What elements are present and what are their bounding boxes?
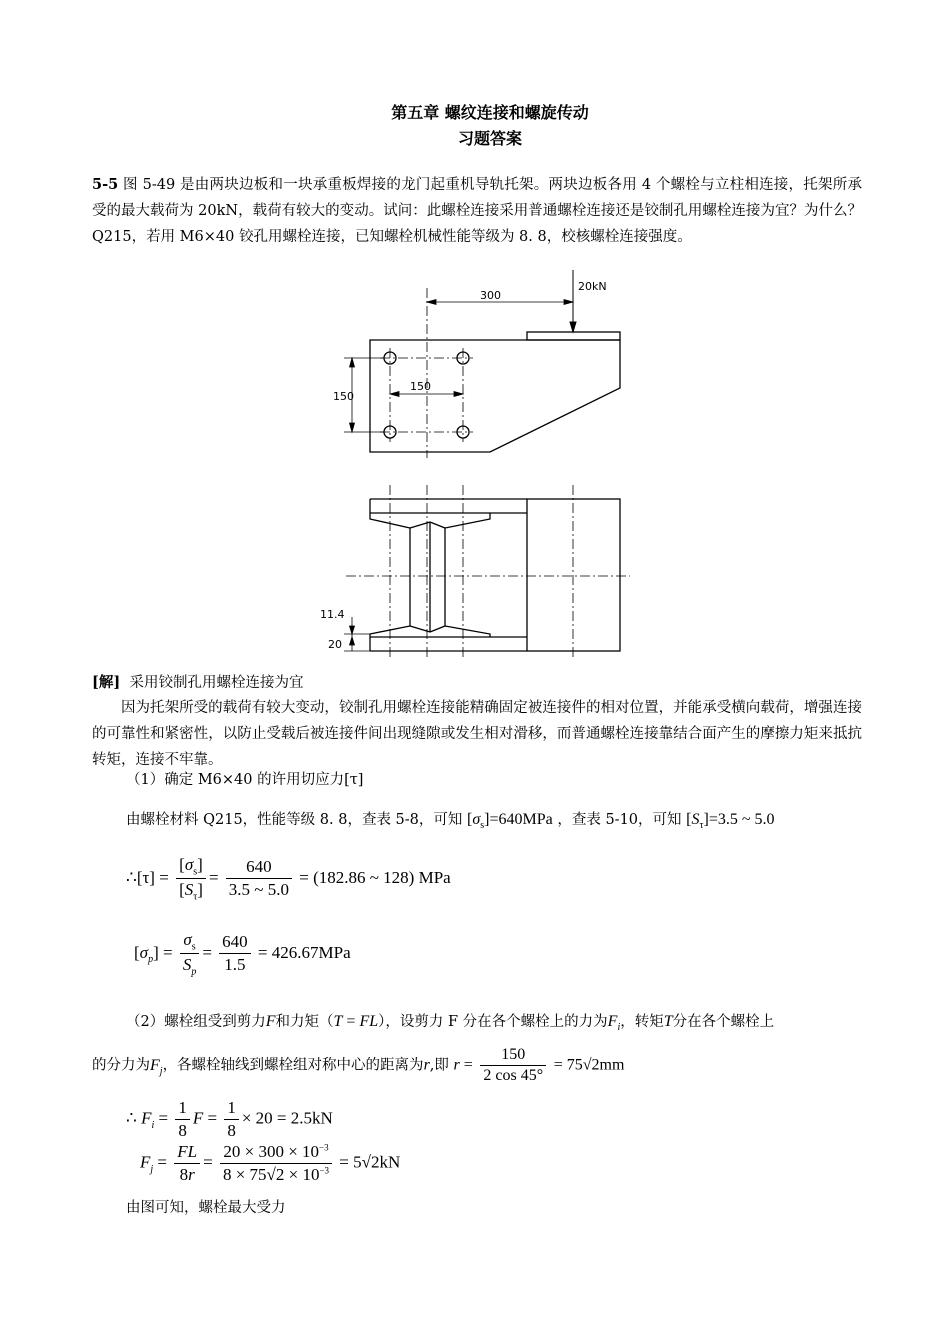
- bracket-figure: [0, 270, 950, 670]
- step1-title: （1）确定 M6×40 的许用切应力[τ]: [126, 772, 364, 788]
- dim-300: 300: [480, 289, 501, 302]
- step1-text: 由螺栓材料 Q215，性能等级 8. 8，查表 5-8，可知 $[\sigma_s]=640MPa$ ，查表 5-10，可知 $[S_\tau]=3.5$ ~ 5.0: [126, 811, 775, 832]
- step2-line1: （2）螺栓组受到剪力F和力矩（T = FL），设剪力 F 分在各个螺栓上的力为$F_i$，转矩T分在各个螺栓上: [126, 1013, 775, 1034]
- eq-sigma-p: $[\sigma_p]$ = $\frac{\sigma_s}{S_p}$ = $\frac{640}{1.5}$ = 426.67MPa: [134, 930, 351, 978]
- dim-20: 20: [328, 638, 342, 651]
- eq-tau: ∴[τ] = $\frac{[\sigma_s]}{[S_\tau]}$ = $\frac{640}{3.5 \sim 5.0}$ = (182.86 ~ 128) MPa: [126, 855, 451, 903]
- load-label: 20kN: [578, 280, 607, 293]
- solution-label: [解]: [92, 674, 121, 691]
- subtitle: 习题答案: [457, 129, 522, 148]
- dim-11-4: 11.4: [320, 608, 345, 621]
- eq-Fj: $F_j$ = $\frac{FL}{8r}$ = $\frac{20 \times 300 \times 10^{-3}}{8 \times 75√2 \times 10^{-3}}$ = 5√2kN: [140, 1142, 401, 1184]
- last-line: 由图可知，螺栓最大受力: [126, 1200, 286, 1216]
- problem-statement: [92, 172, 862, 250]
- bracket-outline: [370, 340, 620, 452]
- solution-reason: 因为托架所受的载荷有较大变动，铰制孔用螺栓连接能精确固定被连接件的相对位置，并能承受横向载荷，增强连接的可靠性和紧密性，以防止受载后被连接件间出现缝隙或发生相对滑移，而普通螺栓连接靠结合面产生的摩擦力矩来抵抗转矩，连接不牢靠。: [92, 700, 862, 768]
- step2-line2: 的分力为$F_j$，各螺栓轴线到螺栓组对称中心的距离为r,即 r = $\frac{150}{2 \cos 45^\circ}$ = 75√2mm: [92, 1046, 625, 1084]
- solution-answer-text: 采用铰制孔用螺栓连接为宜: [129, 675, 304, 691]
- problem-text: 图 5-49 是由两块边板和一块承重板焊接的龙门起重机导轨托架。两块边板各用 4 个螺栓与立柱相连接，托架所承受的最大载荷为 20kN，载荷有较大的变动。试问：此螺栓连接采用普通螺栓连接还是铰制孔用螺栓连接为宜？为什么？Q215，若用 M6×40 铰孔用螺栓连接，已知螺栓机械性能等级为 8. 8，校核螺栓连接强度。: [92, 177, 862, 245]
- solution-answer: [92, 670, 862, 696]
- chapter-title: 第五章 螺纹连接和螺旋传动: [391, 103, 589, 122]
- column-plate: [527, 499, 620, 651]
- eq-Fi: ∴ $F_i$ = $\frac{1}{8}$ F = $\frac{1}{8}$ × 20 = 2.5kN: [126, 1098, 333, 1140]
- problem-number: 5-5: [92, 176, 119, 193]
- dim-150-vertical: 150: [333, 390, 354, 403]
- dim-150-horizontal: 150: [410, 380, 431, 393]
- load-plate: [527, 332, 620, 340]
